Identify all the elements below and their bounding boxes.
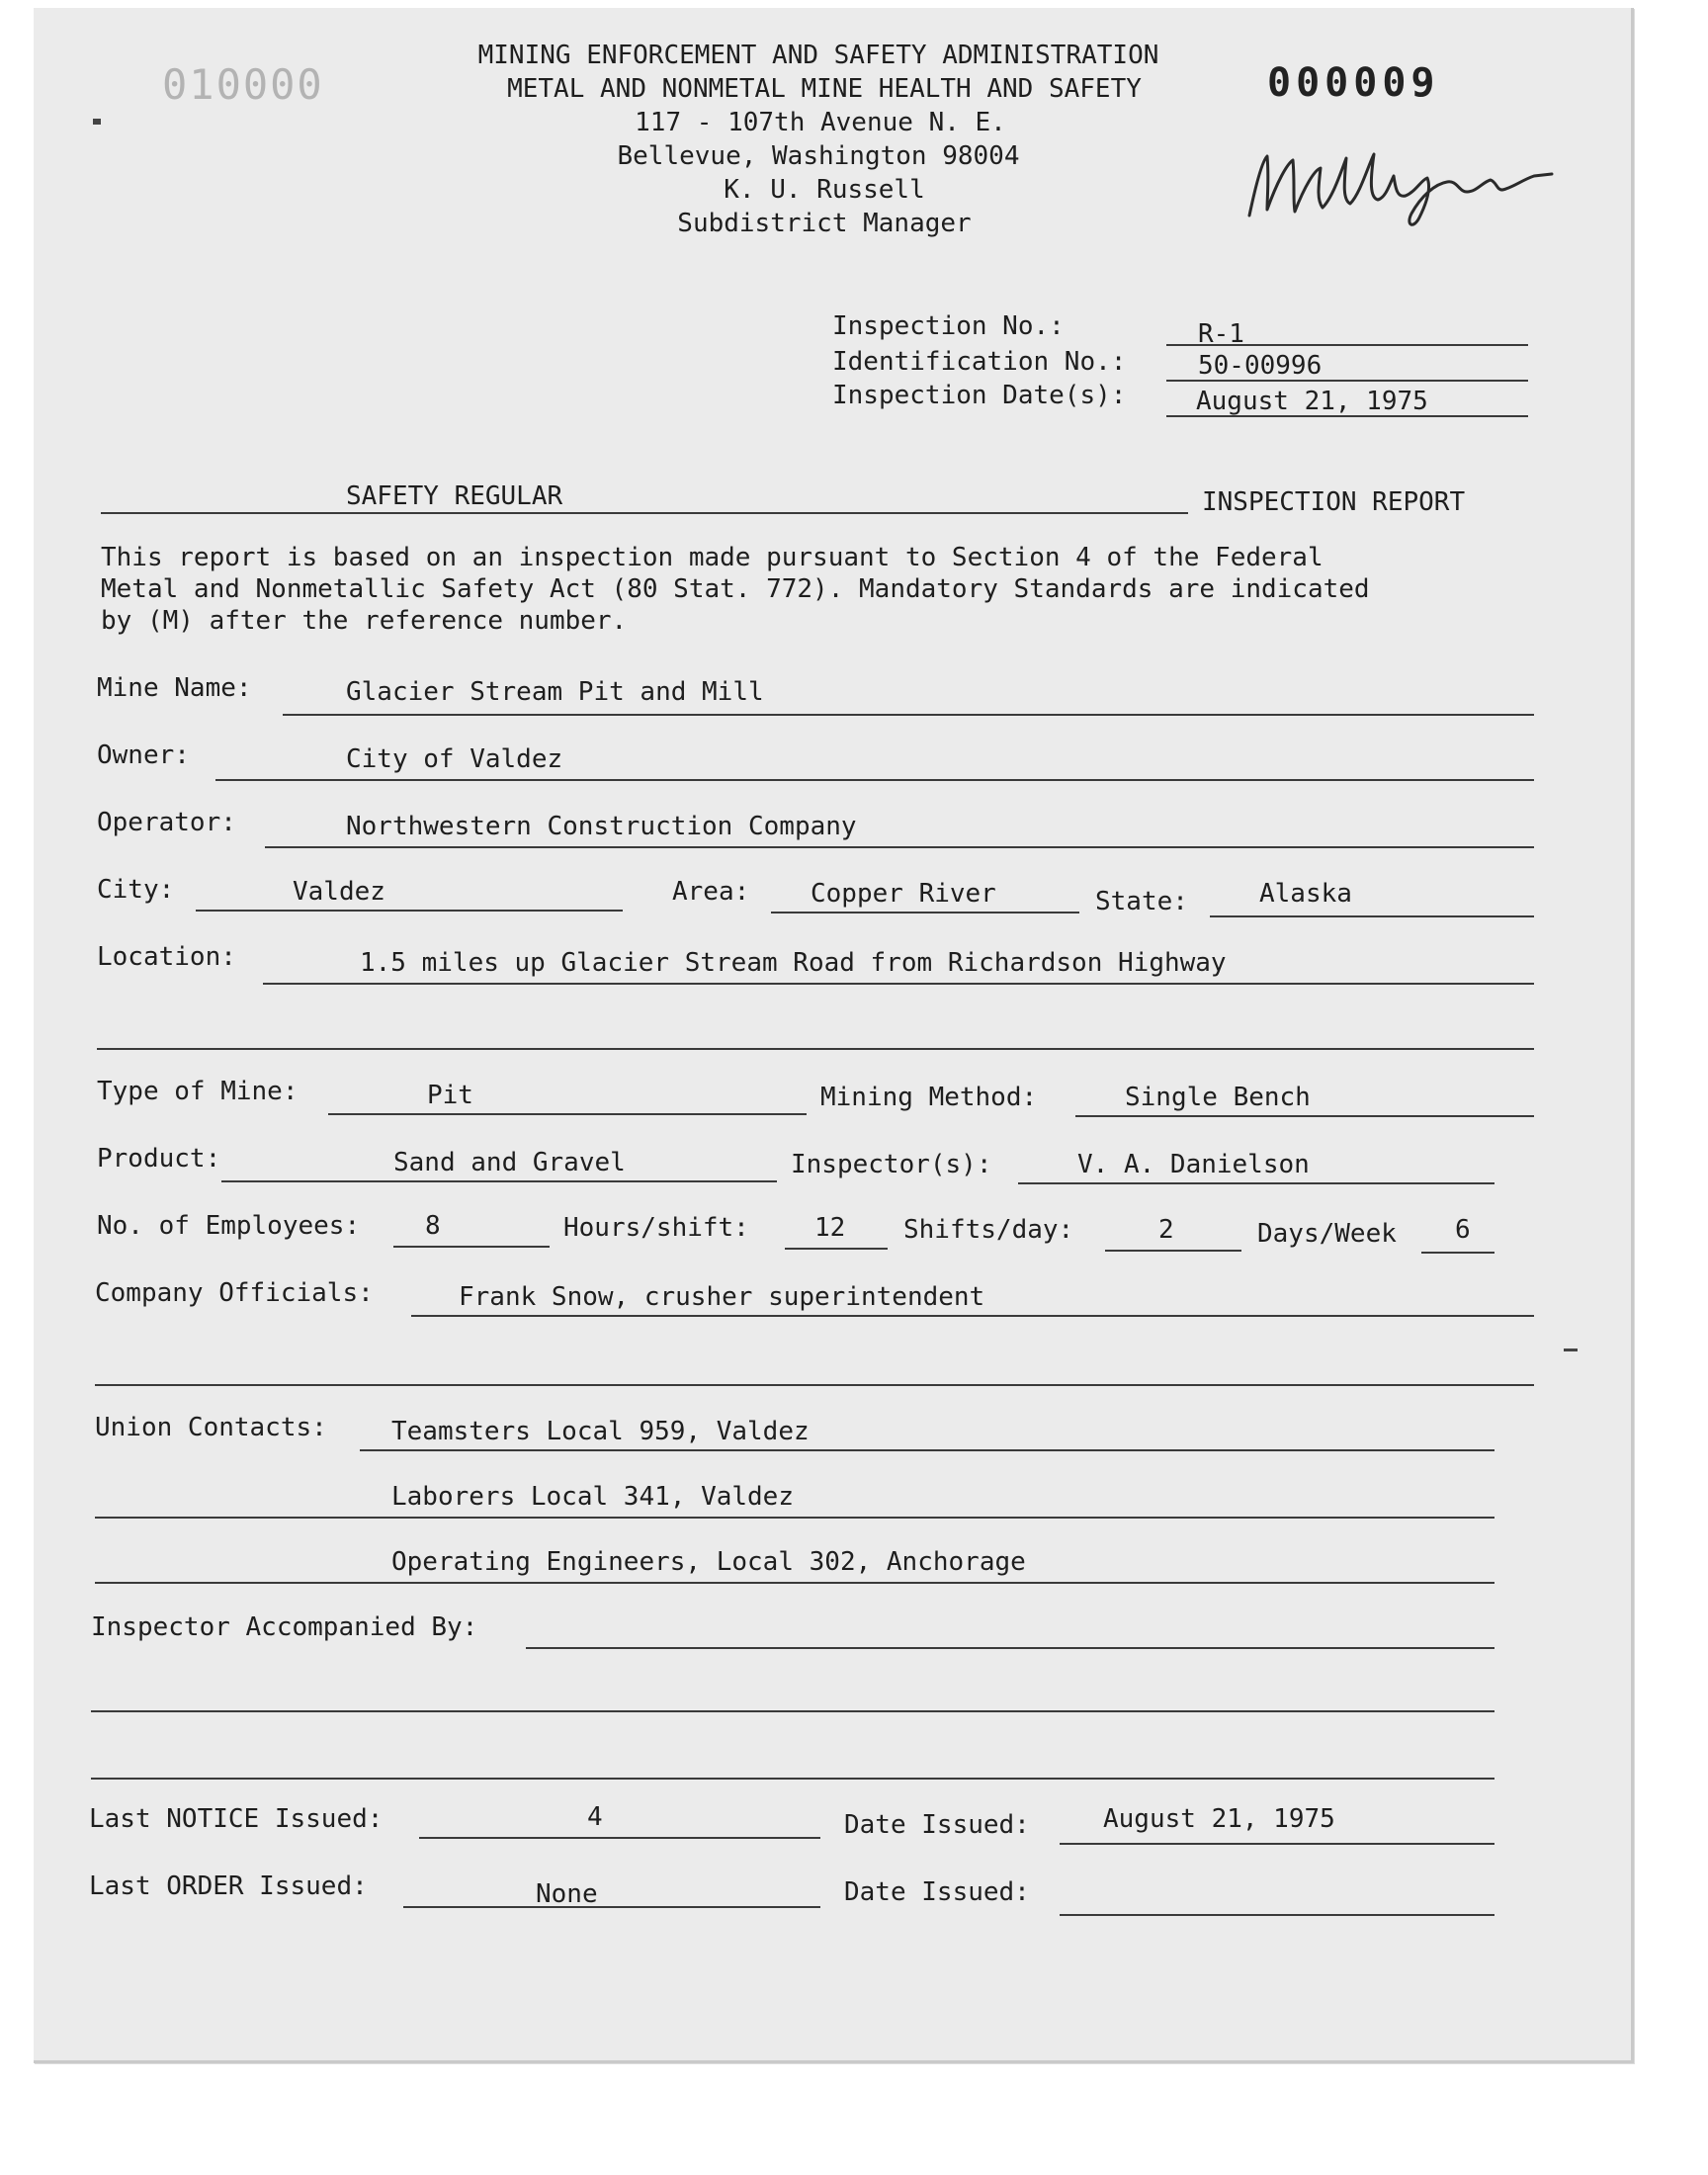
owner-line bbox=[215, 779, 1534, 781]
type-of-mine-value: Pit bbox=[427, 1081, 473, 1110]
location-line bbox=[263, 983, 1534, 985]
header-manager-name: K. U. Russell bbox=[724, 175, 925, 205]
union-contact-1: Teamsters Local 959, Valdez bbox=[391, 1417, 810, 1446]
company-officials-value: Frank Snow, crusher superintendent bbox=[459, 1282, 985, 1312]
hours-per-shift-label: Hours/shift: bbox=[563, 1213, 749, 1243]
product-label: Product: bbox=[97, 1144, 221, 1174]
scan-dash bbox=[1564, 1348, 1578, 1351]
mining-method-label: Mining Method: bbox=[820, 1083, 1038, 1112]
identification-no-value: 50-00996 bbox=[1198, 351, 1323, 381]
mining-method-value: Single Bench bbox=[1125, 1083, 1311, 1112]
report-type: SAFETY REGULAR bbox=[346, 481, 563, 511]
employees-value: 8 bbox=[425, 1211, 441, 1241]
stamp-number-right: 000009 bbox=[1267, 60, 1440, 106]
state-line bbox=[1210, 915, 1534, 917]
inspection-no-value: R-1 bbox=[1198, 319, 1244, 349]
company-officials-label: Company Officials: bbox=[95, 1278, 374, 1308]
operator-value: Northwestern Construction Company bbox=[346, 812, 857, 841]
union-contact-line-3 bbox=[95, 1582, 1494, 1584]
last-order-label: Last ORDER Issued: bbox=[89, 1871, 368, 1901]
shifts-per-day-value: 2 bbox=[1158, 1215, 1174, 1245]
last-notice-line bbox=[419, 1837, 820, 1839]
inspection-date-label: Inspection Date(s): bbox=[832, 381, 1127, 410]
company-officials-line-2 bbox=[95, 1384, 1534, 1386]
union-contact-2: Laborers Local 341, Valdez bbox=[391, 1482, 794, 1512]
inspection-date-value: August 21, 1975 bbox=[1196, 387, 1428, 416]
city-value: Valdez bbox=[293, 877, 385, 907]
type-of-mine-line bbox=[328, 1113, 807, 1115]
intro-text-line-1: This report is based on an inspection made pursuant to Section 4 of the Federal bbox=[101, 543, 1324, 572]
identification-no-label: Identification No.: bbox=[832, 347, 1127, 377]
days-per-week-line bbox=[1421, 1252, 1494, 1254]
area-label: Area: bbox=[672, 877, 750, 907]
scan-speck bbox=[93, 119, 101, 125]
accompanied-by-line-3 bbox=[91, 1778, 1494, 1780]
operator-label: Operator: bbox=[97, 808, 236, 837]
hours-per-shift-value: 12 bbox=[814, 1213, 846, 1243]
accompanied-by-line-2 bbox=[91, 1710, 1494, 1712]
last-order-value: None bbox=[536, 1879, 598, 1909]
last-notice-value: 4 bbox=[587, 1802, 603, 1832]
identification-no-line bbox=[1166, 380, 1528, 382]
intro-text-line-3: by (M) after the reference number. bbox=[101, 606, 628, 636]
notice-date-line bbox=[1060, 1843, 1494, 1845]
days-per-week-label: Days/Week bbox=[1257, 1219, 1397, 1249]
mine-name-label: Mine Name: bbox=[97, 673, 252, 703]
union-contact-line-1 bbox=[360, 1449, 1494, 1451]
hours-per-shift-line bbox=[785, 1248, 888, 1250]
accompanied-by-label: Inspector Accompanied By: bbox=[91, 1612, 478, 1642]
shifts-per-day-label: Shifts/day: bbox=[903, 1215, 1074, 1245]
operator-line bbox=[265, 846, 1534, 848]
inspector-line bbox=[1018, 1182, 1494, 1184]
header-division: METAL AND NONMETAL MINE HEALTH AND SAFETY bbox=[507, 74, 1142, 104]
notice-date-value: August 21, 1975 bbox=[1103, 1804, 1335, 1834]
product-line bbox=[221, 1180, 777, 1182]
mine-name-value: Glacier Stream Pit and Mill bbox=[346, 677, 764, 707]
days-per-week-value: 6 bbox=[1455, 1215, 1471, 1245]
document-page bbox=[34, 8, 1634, 2063]
header-agency: MINING ENFORCEMENT AND SAFETY ADMINISTRATION bbox=[477, 41, 1159, 70]
owner-value: City of Valdez bbox=[346, 744, 563, 774]
stamp-number-left: 010000 bbox=[162, 60, 324, 109]
notice-date-label: Date Issued: bbox=[844, 1810, 1030, 1840]
product-value: Sand and Gravel bbox=[393, 1148, 626, 1177]
area-value: Copper River bbox=[811, 879, 996, 909]
header-street: 117 - 107th Avenue N. E. bbox=[635, 108, 1006, 137]
employees-label: No. of Employees: bbox=[97, 1211, 361, 1241]
header-city: Bellevue, Washington 98004 bbox=[617, 141, 1020, 171]
type-of-mine-label: Type of Mine: bbox=[97, 1077, 299, 1106]
last-order-line bbox=[403, 1906, 820, 1908]
location-line-2 bbox=[97, 1048, 1534, 1050]
state-value: Alaska bbox=[1259, 879, 1352, 909]
shifts-per-day-line bbox=[1105, 1250, 1241, 1252]
mine-name-line bbox=[283, 714, 1534, 716]
mining-method-line bbox=[1075, 1115, 1534, 1117]
state-label: State: bbox=[1095, 887, 1188, 916]
signature-mulligan bbox=[1238, 138, 1564, 227]
report-type-line bbox=[101, 512, 1188, 514]
union-contact-line-2 bbox=[95, 1517, 1494, 1519]
area-line bbox=[771, 912, 1079, 914]
union-contact-3: Operating Engineers, Local 302, Anchorage bbox=[391, 1547, 1026, 1577]
last-notice-label: Last NOTICE Issued: bbox=[89, 1804, 384, 1834]
report-title: INSPECTION REPORT bbox=[1202, 487, 1466, 517]
inspection-no-label: Inspection No.: bbox=[832, 311, 1065, 341]
location-label: Location: bbox=[97, 942, 236, 972]
inspector-value: V. A. Danielson bbox=[1077, 1150, 1310, 1179]
intro-text-line-2: Metal and Nonmetallic Safety Act (80 Stat. 772). Mandatory Standards are indicated bbox=[101, 574, 1370, 604]
owner-label: Owner: bbox=[97, 740, 190, 770]
city-label: City: bbox=[97, 875, 175, 905]
union-contacts-label: Union Contacts: bbox=[95, 1413, 327, 1442]
location-value: 1.5 miles up Glacier Stream Road from Richardson Highway bbox=[360, 948, 1227, 978]
header-manager-title: Subdistrict Manager bbox=[677, 209, 972, 238]
inspection-no-line bbox=[1166, 344, 1528, 346]
company-officials-line bbox=[411, 1315, 1534, 1317]
inspection-date-line bbox=[1166, 415, 1528, 417]
inspector-label: Inspector(s): bbox=[791, 1150, 992, 1179]
employees-line bbox=[393, 1246, 550, 1248]
accompanied-by-line bbox=[526, 1647, 1494, 1649]
order-date-label: Date Issued: bbox=[844, 1877, 1030, 1907]
city-line bbox=[196, 910, 623, 912]
order-date-line bbox=[1060, 1914, 1494, 1916]
